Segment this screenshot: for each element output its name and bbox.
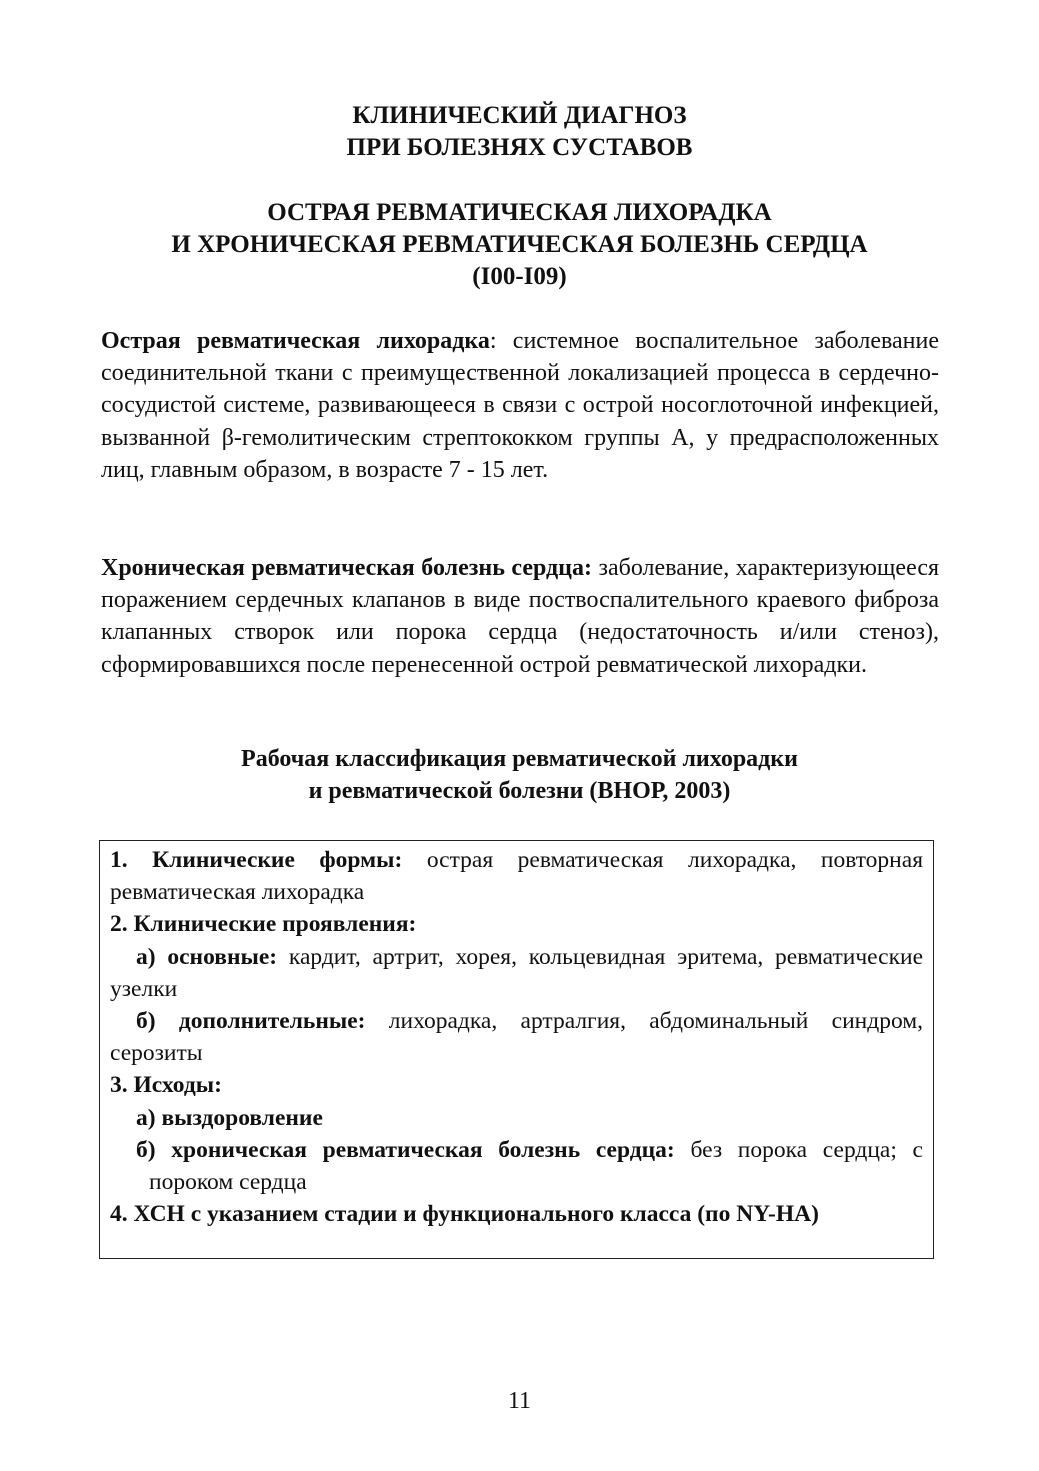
- item-label: 3. Исходы:: [110, 1072, 222, 1099]
- classification-subitem-additional: [110, 1005, 923, 1069]
- definition-term: Хроническая ревматическая болезнь сердца:: [101, 555, 593, 581]
- classification-item-heart-failure: [110, 1198, 923, 1230]
- item-text: лихорадка, артралгия, абдоминальный синдром, серозиты: [110, 1008, 923, 1067]
- page-title-line-1: КЛИНИЧЕСКИЙ ДИАГНОЗ: [352, 102, 687, 129]
- classification-heading-line-1: Рабочая классификация ревматической лихорадки: [241, 746, 798, 772]
- item-text: острая ревматическая лихорадка, повторная ревматическая лихорадка: [110, 847, 923, 906]
- item-label: 1. Клинические формы:: [110, 847, 403, 873]
- definition-text: системное воспалительное заболевание соединительной ткани с преимущественной локализацией процесса в сердечно-сосудистой системе, развивающееся в связи с острой носоглоточной инфекцией, вызванной β-гемолитическим стрептококком группы А, у предрасположенных лиц, главным образом, в возрасте 7 - 15 лет.: [101, 328, 940, 483]
- classification-subitem-main: [110, 941, 923, 1005]
- classification-heading: [0, 743, 1039, 807]
- definition-chronic-rheumatic-heart-disease: [101, 552, 939, 681]
- item-text: кардит, артрит, хорея, кольцевидная эритема, ревматические узелки: [110, 943, 924, 1002]
- item-label: б) хроническая ревматическая болезнь сердца:: [136, 1136, 675, 1163]
- classification-item-forms: [110, 844, 923, 908]
- section-title-line-2: И ХРОНИЧЕСКАЯ РЕВМАТИЧЕСКАЯ БОЛЕЗНЬ СЕРДЦА: [171, 231, 868, 258]
- section-code: (I00-I09): [472, 263, 567, 290]
- classification-heading-line-2: и ревматической болезни (ВНОР, 2003): [308, 778, 731, 804]
- classification-item-outcomes: [110, 1069, 923, 1101]
- item-label: 4. ХСН с указанием стадии и функционального класса (по NY-HA): [110, 1201, 819, 1228]
- item-label: а) выздоровление: [136, 1104, 323, 1131]
- classification-item-manifestations: [110, 908, 923, 940]
- definition-text: заболевание, характеризующееся поражением сердечных клапанов в виде поствоспалительного краевого фиброза клапанных створок или порока сердца (недостаточность и/или стеноз), сформировавшихся после перенесенной острой ревматической лихорадки.: [101, 555, 940, 678]
- classification-subitem-recovery: [110, 1102, 923, 1134]
- section-title-line-1: ОСТРАЯ РЕВМАТИЧЕСКАЯ ЛИХОРАДКА: [267, 199, 772, 226]
- classification-subitem-chronic-wrap: [110, 1134, 923, 1198]
- classification-box: [99, 840, 934, 1259]
- page-number: 11: [507, 1388, 532, 1414]
- definition-acute-rheumatic-fever: [101, 325, 939, 486]
- item-label: 2. Клинические проявления:: [110, 911, 417, 938]
- definition-term: Острая ревматическая лихорадка: [101, 328, 490, 354]
- section-title: [0, 197, 1039, 293]
- definition-separator: :: [489, 328, 513, 354]
- item-text: без порока сердца; с пороком сердца: [149, 1136, 923, 1196]
- page-title-line-2: ПРИ БОЛЕЗНЯХ СУСТАВОВ: [346, 134, 693, 161]
- item-label: а) основные:: [136, 943, 278, 970]
- classification-subitem-chronic: [136, 1134, 923, 1198]
- page-title: [0, 100, 1039, 164]
- item-label: б) дополнительные:: [136, 1008, 366, 1035]
